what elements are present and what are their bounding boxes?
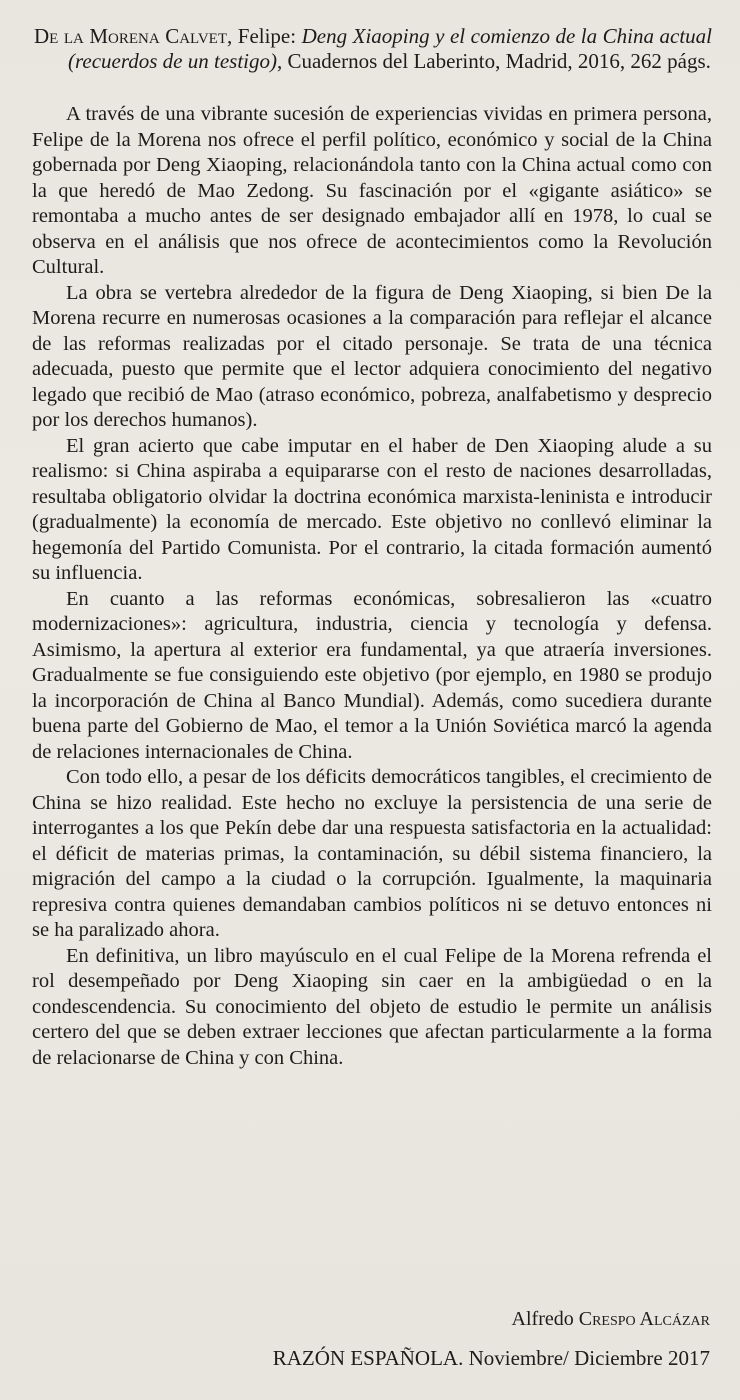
author-given-name: Alfredo [511,1308,579,1330]
review-author-signature [512,1306,710,1332]
paragraph-1: A través de una vibrante sucesión de experiencias vividas en primera persona, Felipe de la Morena nos ofrece el perfil político, económico y social de la China gobernada por Deng Xiaoping, relacionándola tanto con la China actual como con la que heredó de Mao Zedong. Su fascinación por el «gigante asiático» se remontaba a mucho antes de ser designado embajador allí en 1978, lo cual se observa en el análisis que nos ofrece de acontecimientos como la Revolución Cultural. [32,103,712,278]
citation-author-surname: De la Morena Calvet [34,24,227,48]
paragraph-6: En definitiva, un libro mayúsculo en el cual Felipe de la Morena refrenda el rol desempeñado por Deng Xiaoping sin caer en la ambigüedad o en la condescendencia. Su conocimiento del objeto de estudio le permite un análisis certero del que se deben extraer lecciones que afectan particularmente a la forma de relacionarse de China y con China. [32,944,712,1069]
author-surname: Crespo Alcázar [578,1308,710,1330]
paragraph-4: En cuanto a las reformas económicas, sobresalieron las «cuatro modernizaciones»: agricultura, industria, ciencia y tecnología y defensa. Asimismo, la apertura al exterior era fundamental, ya que atraería inversiones. Gradualmente se fue consiguiendo este objetivo (por ejemplo, en 1980 se produjo la incorporación de China al Banco Mundial). Además, como sucediera durante buena parte del Gobierno de Mao, el temor a la Unión Soviética marcó la agenda de relaciones internacionales de China. [32,587,712,763]
paragraph-3: El gran acierto que cabe imputar en el haber de Den Xiaoping alude a su realismo: si China aspiraba a equipararse con el resto de naciones desarrolladas, resultaba obligatorio olvidar la doctrina económica marxista-leninista e introducir (gradualmente) la economía de mercado. Este objetivo no conllevó eliminar la hegemonía del Partido Comunista. Por el contrario, la citada formación aumentó su influencia. [32,434,712,584]
citation-book-title: Deng Xiaoping y el comienzo de la China actual (recuerdos de un testigo) [68,24,712,73]
citation-publisher: , Cuadernos del Laberinto, Madrid, 2016, 262 págs. [276,49,711,73]
citation-author-given: , Felipe: [227,24,302,48]
review-body [32,102,712,1071]
publication-source: RAZÓN ESPAÑOLA. Noviembre/ Diciembre 2017 [272,1346,710,1370]
book-citation [32,24,712,74]
paragraph-2: La obra se vertebra alrededor de la figura de Deng Xiaoping, si bien De la Morena recurre en numerosas ocasiones a la comparación para reflejar el alcance de las reformas realizadas por el citado personaje. Se trata de una técnica adecuada, puesto que permite que el lector adquiera conocimiento del negativo legado que recibió de Mao (atraso económico, pobreza, analfabetismo y desprecio por los derechos humanos). [32,281,712,431]
paragraph-5: Con todo ello, a pesar de los déficits democráticos tangibles, el crecimiento de China se hizo realidad. Este hecho no excluye la persistencia de una serie de interrogantes a los que Pekín debe dar una respuesta satisfactoria en la actualidad: el déficit de materias primas, la contaminación, su débil sistema financiero, la migración del campo a la ciudad o la corrupción. Igualmente, la maquinaria represiva contra quienes demandaban cambios políticos ni se detuvo entonces ni se ha paralizado ahora. [32,766,712,941]
review-article [32,24,712,1071]
